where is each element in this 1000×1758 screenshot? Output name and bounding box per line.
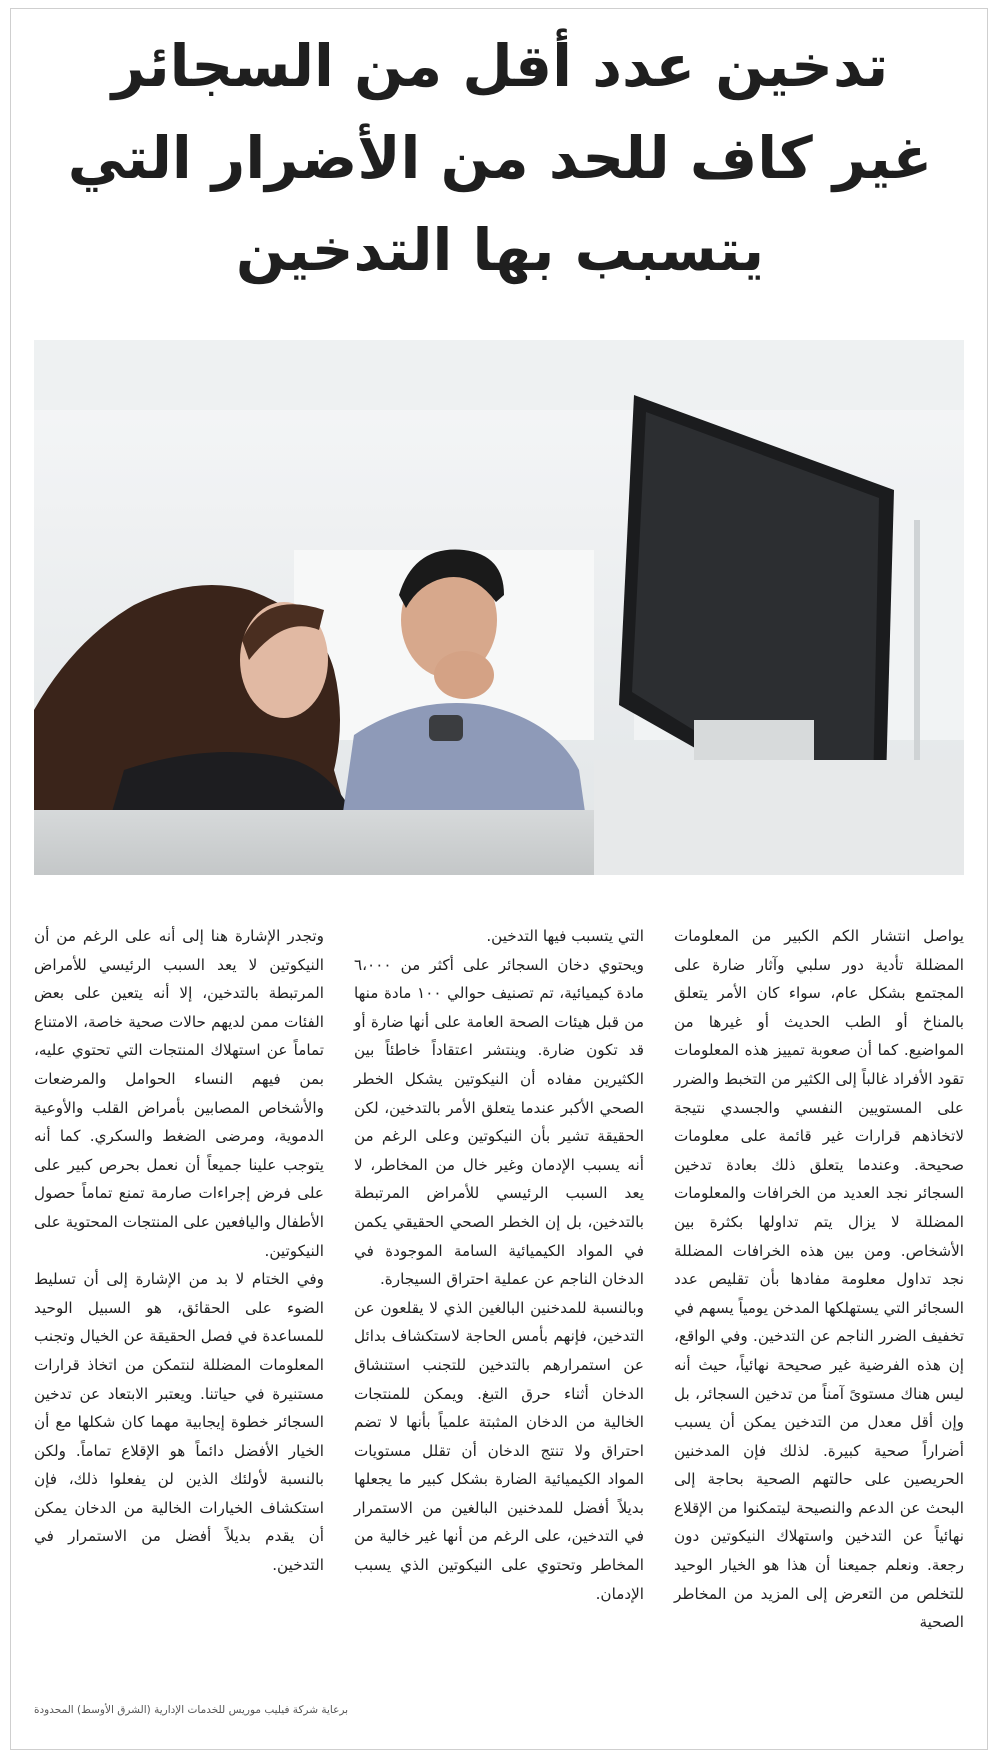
article-photo [34,340,964,875]
paragraph: ويحتوي دخان السجائر على أكثر من ٦،٠٠٠ مادة كيميائية، تم تصنيف حوالي ١٠٠ مادة منها من قبل هيئات الصحة العامة على أنها ضارة أو قد تكون ضارة. وينتشر اعتقاداً خاطئاً بين الكثيرين مفاده أن النيكوتين يشكل الخطر الصحي الأكبر عندما يتعلق الأمر بالتدخين، لكن الحقيقة تشير بأن النيكوتين وعلى الرغم من أنه يسبب الإدمان وغير خال من المخاطر، لا يعد السبب الرئيسي للأمراض المرتبطة بالتدخين، بل إن الخطر الصحي الحقيقي يكمن في المواد الكيميائية السامة الموجودة في الدخان الناجم عن عملية احتراق السيجارة. [354,955,645,1289]
headline-line-1: تدخين عدد أقل من السجائر [111,32,889,100]
article-column-3 [34,922,324,1580]
headline [20,20,980,296]
article-column-2 [354,922,644,1608]
headline-line-2: غير كاف للحد من الأضرار التي [67,124,933,192]
photo-illustration [34,340,964,875]
paragraph: وبالنسبة للمدخنين البالغين الذي لا يقلعون عن التدخين، فإنهم بأمس الحاجة لاستكشاف بدائل عن استمرارهم بالتدخين للتجنب استنشاق الدخان أثناء حرق التبغ. ويمكن للمنتجات الخالية من الدخان المثبتة علمياً بأنها لا تضم احتراق ولا تنتج الدخان أن تقلل مستويات المواد الكيميائية الضارة بشكل كبير ما يجعلها بديلاً أفضل للمدخنين البالغين من الاستمرار في التدخين، على الرغم من أنها غير خالية من المخاطر وتحتوي على النيكوتين الذي يسبب الإدمان. [354,1298,644,1603]
article-body [34,922,964,1662]
paragraph: وتجدر الإشارة هنا إلى أنه على الرغم من أن النيكوتين لا يعد السبب الرئيسي للأمراض المرتبطة بالتدخين، إلا أنه يتعين على بعض الفئات ممن لديهم حالات صحية خاصة، الامتناع تماماً عن استهلاك المنتجات التي تحتوي عليه، بمن فيهم النساء الحوامل والمرضعات والأشخاص المصابين بأمراض القلب والأوعية الدموية، ومرضى الضغط والسكري. كما أنه يتوجب علينا جميعاً أن نعمل بحرص كبير على على فرض إجراءات صارمة تمنع تماماً حصول الأطفال واليافعين على المنتجات المحتوية على النيكوتين. [34,927,324,1260]
headline-line-3: يتسبب بها التدخين [235,216,765,284]
paragraph: وفي الختام لا بد من الإشارة إلى أن تسليط الضوء على الحقائق، هو السبيل الوحيد للمساعدة في فصل الحقيقة عن الخيال وتجنب المعلومات المضللة لنتمكن من اتخاذ قرارات مستنيرة في حياتنا. ويعتبر الابتعاد عن تدخين السجائر خطوة إيجابية مهما كان شكلها مع أن الخيار الأفضل دائماً هو الإقلاع تماماً. ولكن بالنسبة لأولئك الذين لن يفعلوا ذلك، فإن استكشاف الخيارات الخالية من الدخان يمكن أن يقدم بديلاً أفضل من الاستمرار في التدخين. [34,1270,324,1575]
article-column-1 [674,922,964,1637]
paragraph: التي يتسبب فيها التدخين. [486,927,644,945]
sponsor-credit: برعاية شركة فيليب موريس للخدمات الإدارية (الشرق الأوسط) المحدودة [34,1704,349,1716]
paragraph: يواصل انتشار الكم الكبير من المعلومات المضللة تأدية دور سلبي وآثار ضارة على المجتمع بشكل عام، سواء كان الأمر يتعلق بالمناخ أو الطب الحديث أو غيرها من المواضيع. كما أن صعوبة تمييز هذه المعلومات تقود الأفراد غالباً إلى الكثير من التخبط والضرر على المستويين النفسي والجسدي نتيجة لاتخاذهم قرارات غير قائمة على معلومات صحيحة. وعندما يتعلق ذلك بعادة تدخين السجائر نجد العديد من الخرافات والمعلومات المضللة لا يزال يتم تداولها بكثرة بين الأشخاص. ومن بين هذه الخرافات المضللة نجد تداول معلومة مفادها بأن تقليص عدد السجائر التي يستهلكها المدخن يومياً يسهم في تخفيف الضرر الناجم عن التدخين. وفي الواقع، إن هذه الفرضية غير صحيحة نهائياً، حيث أنه ليس هناك مستوىً آمناً من تدخين السجائر، بل وإن أقل معدل من التدخين يمكن أن يسبب أضراراً صحية كبيرة. لذلك فإن المدخنين الحريصين على حالتهم الصحية بحاجة إلى البحث عن الدعم والنصيحة ليتمكنوا من الإقلاع نهائياً عن التدخين واستهلاك النيكوتين دون رجعة. ونعلم جميعنا أن هذا هو الخيار الوحيد للتخلص من التعرض إلى المزيد من المخاطر الصحية [674,927,964,1632]
